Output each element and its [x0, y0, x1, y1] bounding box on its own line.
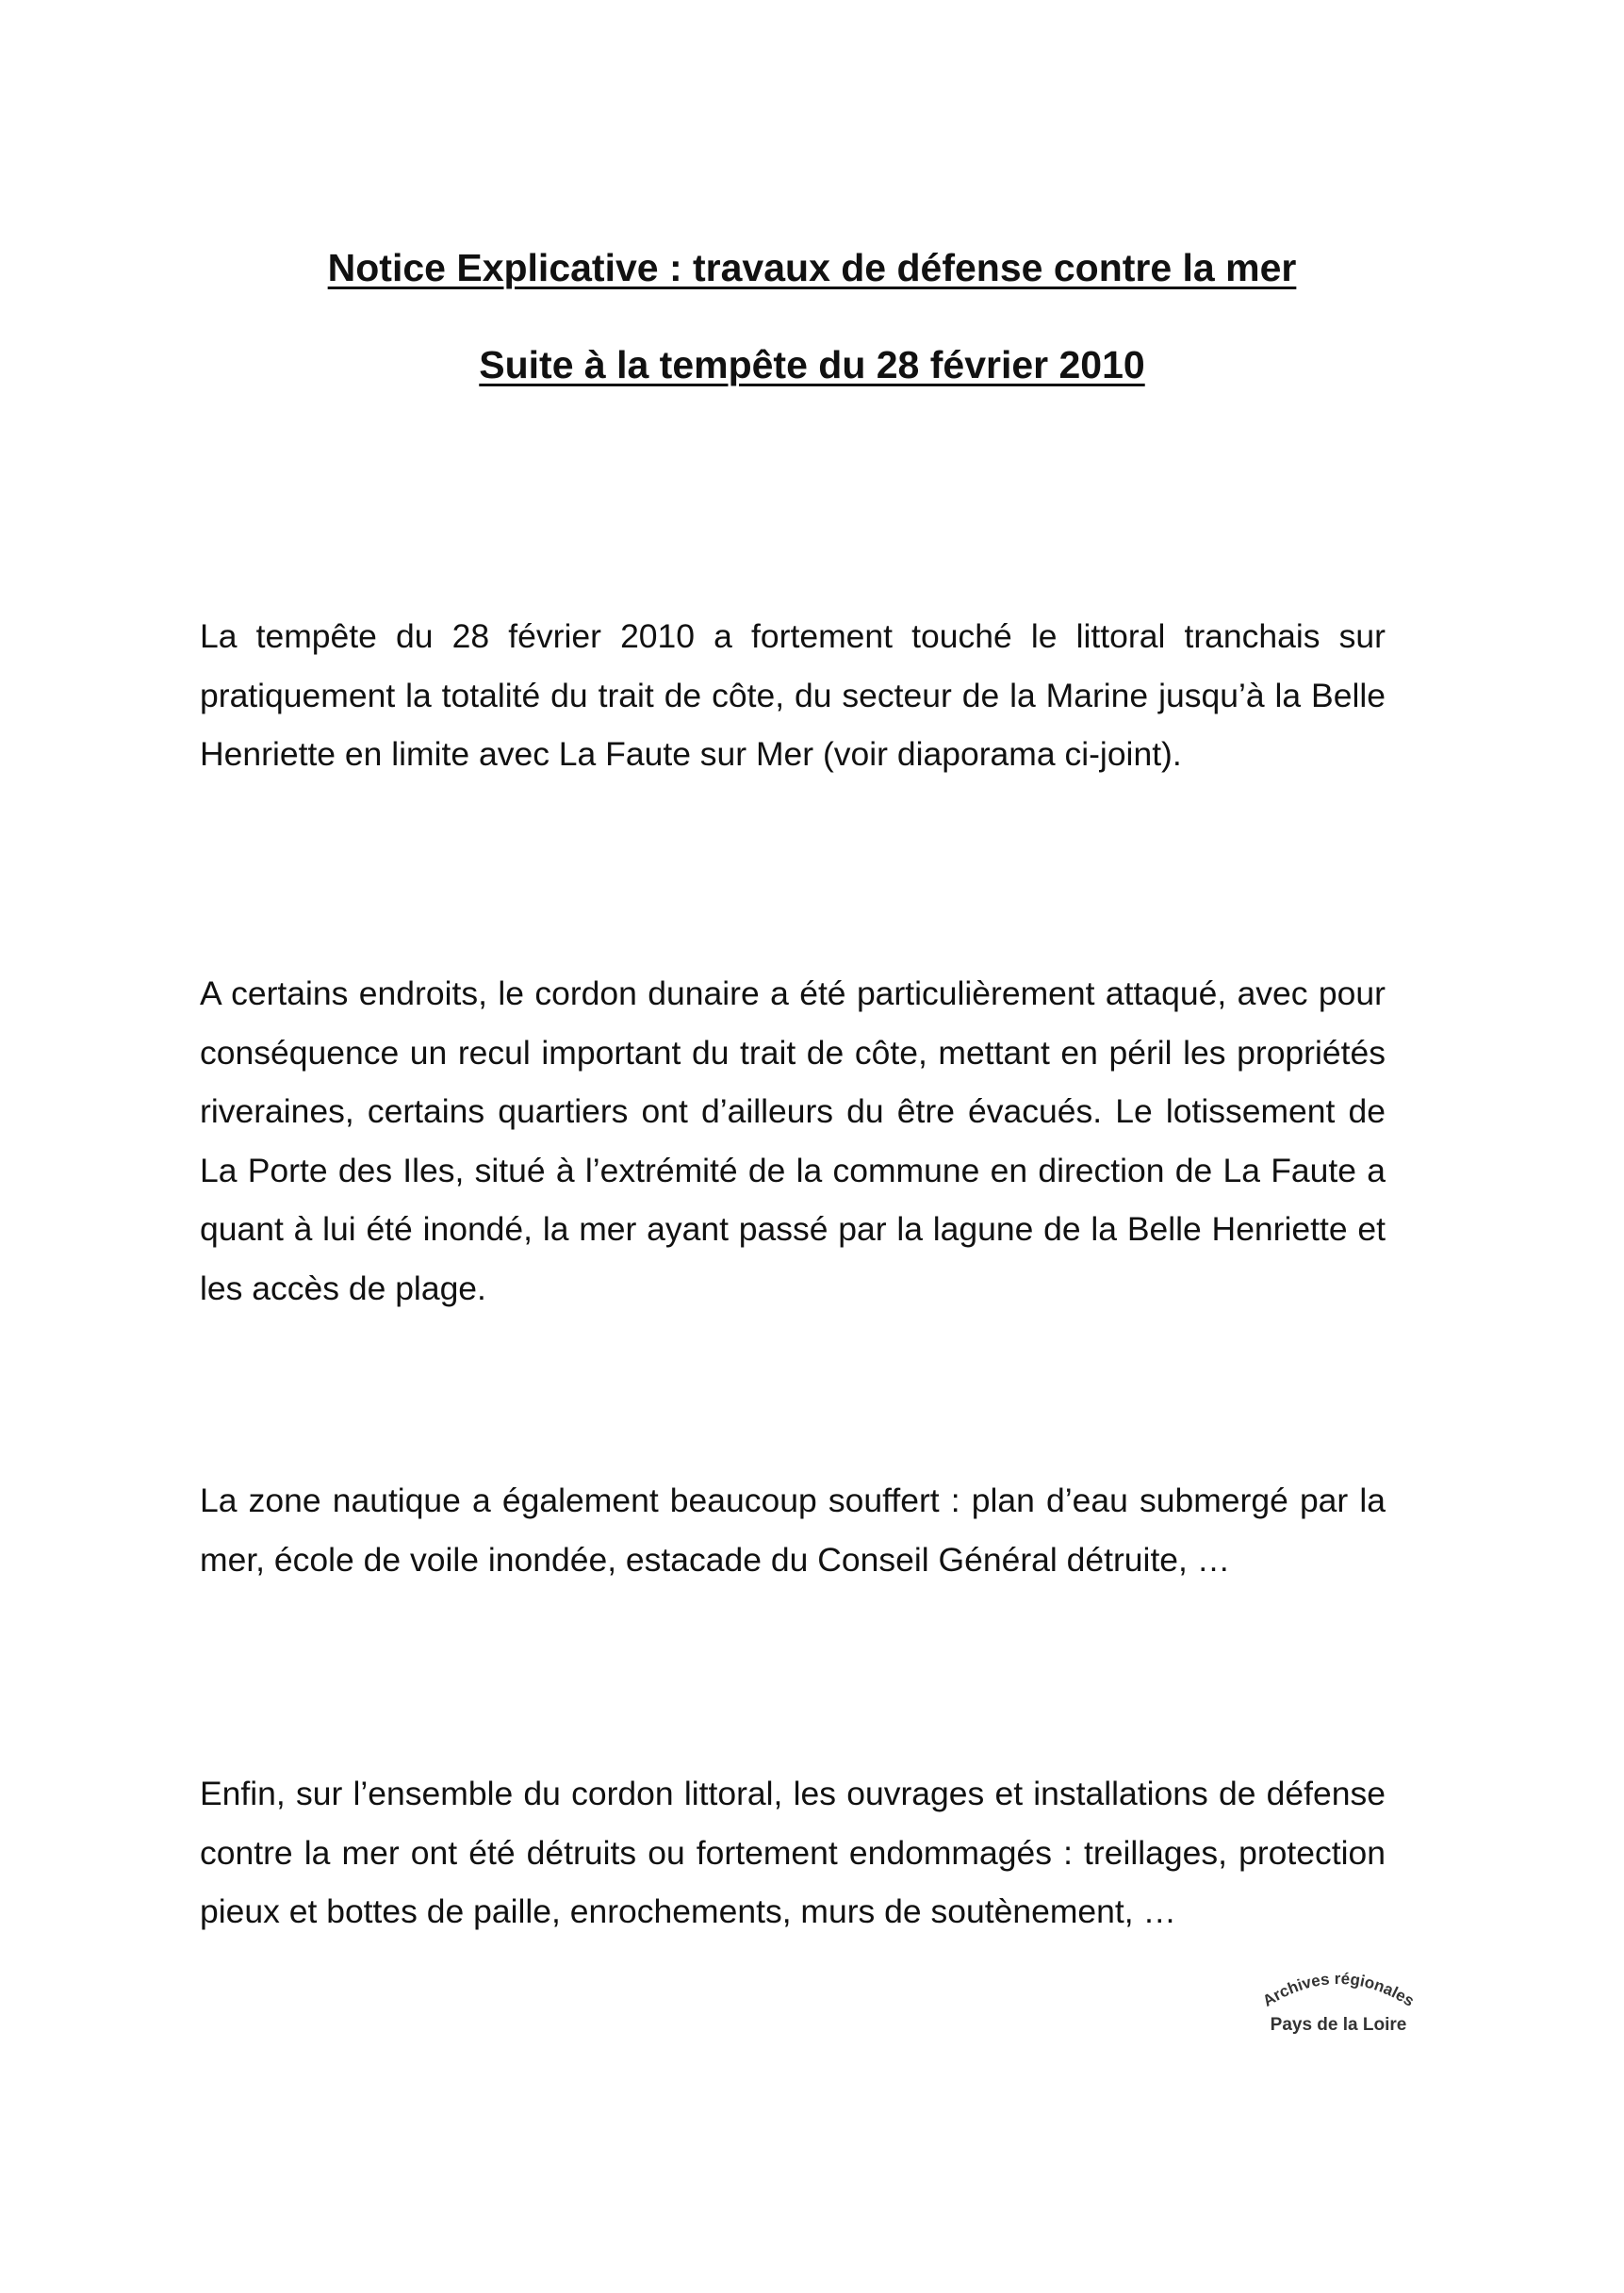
stamp-arc-text: Archives régionales — [1259, 1969, 1418, 2010]
svg-text:Archives régionales — [1259, 1970, 1417, 2010]
paragraph-storm-impact: La tempête du 28 février 2010 a fortement touché le littoral tranchais sur pratiquement la totalité du trait de côte, du secteur de la Marine jusqu’à la Belle Henriette en limite avec La Faute sur Mer (voir diaporama ci-joint). — [200, 617, 1386, 773]
stamp-line-text: Pays de la Loire — [1270, 2015, 1407, 2035]
paragraph-coastal-defenses: Enfin, sur l’ensemble du cordon littoral, les ouvrages et installations de défense contre la mer ont été détruits ou fortement endommagés : treillages, protection pieux et bottes de paille, enrochements, murs de soutènement, … — [200, 1775, 1386, 1930]
paragraph-dune-erosion: A certains endroits, le cordon dunaire a été particulièrement attaqué, avec pour conséquence un recul important du trait de côte, mettant en péril les propriétés riveraines, certains quartiers ont d’ailleurs du être évacués. Le lotissement de La Porte des Iles, situé à l’extrémité de la commune en direction de La Faute a quant à lui été inondé, la mer ayant passé par la lagune de la Belle Henriette et les accès de plage. — [200, 975, 1386, 1307]
archives-stamp — [1235, 1960, 1442, 2045]
document-title-line-2: Suite à la tempête du 28 février 2010 — [479, 343, 1145, 386]
paragraph-nautical-zone: La zone nautique a également beaucoup souffert : plan d’eau submergé par la mer, école de voile inondée, estacade du Conseil Général détruite, … — [200, 1482, 1386, 1579]
document-title-line-1: Notice Explicative : travaux de défense contre la mer — [327, 246, 1297, 289]
